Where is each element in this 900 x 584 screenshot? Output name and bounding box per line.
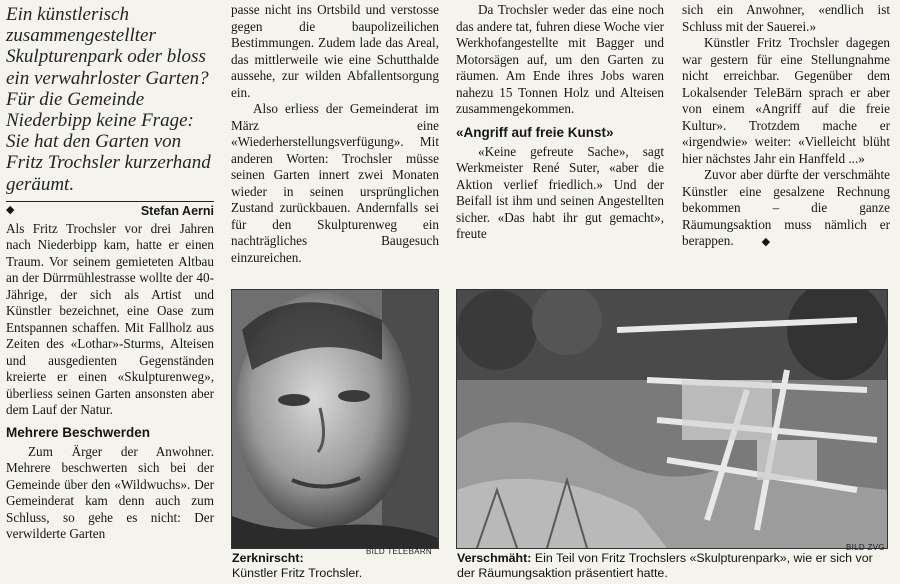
article-lead: Ein künstlerisch zusammengestellter Skulpturenpark oder bloss ein verwahrloster Garten? Für die Gemeinde Niederbipp keine Frage: Sie hat den Garten von Fritz Trochsler kurzerhand geräumt. xyxy=(6,4,211,195)
column-3 xyxy=(456,2,664,243)
caption-sculpture-park xyxy=(457,551,887,581)
caption-artist xyxy=(232,551,432,581)
photo-credit-telebaern: BILD TELEBÄRN xyxy=(366,547,432,556)
caption-label: Zerknirscht: xyxy=(232,551,304,565)
article-paragraph: «Keine gefreute Sache», sagt Werkmeister René Suter, «aber die Aktion verlief friedlich.» Und der Beifall ist ihm und seinen Angestellten sicher. «Das habt ihr gut gemacht», freute xyxy=(456,143,664,241)
article-paragraph: Also erliess der Gemeinderat im März eine «Wiederherstellungsverfügung». Mit anderen Worten: Trochsler müsse seinen Garten innert zwei Monaten wieder in seinen ursprünglichen Zustand zurückbauen. Andernfalls sei für den Skulpturenweg ein nachträgliches Baugesuch einzureichen. xyxy=(231,101,439,265)
article-paragraph: passe nicht ins Ortsbild und verstosse gegen die baupolizeilichen Bestimmungen. Zudem lade das Areal, das mittlerweile wie eine Schutthalde aussehe, zur wilden Abfallentsorgung ein. xyxy=(231,2,439,100)
column-1 xyxy=(6,0,214,543)
portrait-image xyxy=(232,290,438,548)
photo-sculpture-park xyxy=(456,289,888,549)
article-paragraph xyxy=(682,167,890,251)
diamond-icon: ◆ xyxy=(6,204,15,217)
caption-text: Ein Teil von Fritz Trochslers «Skulpturenpark», wie er sich vor der Räumungsaktion präsentiert hatte. xyxy=(457,551,873,580)
photo-credit-zvg: BILD ZVG xyxy=(846,543,885,552)
photo-artist-portrait xyxy=(231,289,439,549)
diamond-icon: ◆ xyxy=(761,236,771,248)
article-paragraph: Zum Ärger der Anwohner. Mehrere beschwerten sich bei der Gemeinde über den «Wildwuchs». Der Gemeinderat kam denn auch zum Schluss, so gehe es nicht: Der verwilderte Garten xyxy=(6,443,214,542)
article-paragraph: sich ein Anwohner, «endlich ist Schluss mit der Sauerei.» xyxy=(682,2,890,34)
subhead-attack: «Angriff auf freie Kunst» xyxy=(456,124,614,140)
subhead-complaints: Mehrere Beschwerden xyxy=(6,424,151,440)
caption-text: Künstler Fritz Trochsler. xyxy=(232,566,363,580)
column-4 xyxy=(682,2,890,251)
article-paragraph: Da Trochsler weder das eine noch das andere tat, fuhren diese Woche vier Werkhofangestellte mit Bagger und Motorsägen auf, um den Garten zu räumen. Am Ende ihres Jobs waren nahezu 15 Tonnen Holz und Alteisen zusammengekommen. xyxy=(456,2,664,116)
byline xyxy=(6,201,214,218)
sculpture-park-image xyxy=(457,290,887,548)
caption-label: Verschmäht: xyxy=(457,551,532,565)
column-2 xyxy=(231,2,439,266)
article-paragraph-text: Zuvor aber dürfte der verschmähte Künstler eine gesalzene Rechnung bekommen – die ganze Räumungsaktion muss nämlich er berappen. xyxy=(682,167,890,248)
author-name: Stefan Aerni xyxy=(140,203,214,218)
article-paragraph: Künstler Fritz Trochsler dagegen war gestern für eine Stellungnahme nicht erreichbar. Gegenüber dem Lokalsender TeleBärn sprach er aber von einem «Angriff auf die freie Kultur». Trotzdem mache er «irgendwie» weiter: «Vielleicht blüht hier nächstes Jahr ein Hanffeld ...» xyxy=(682,35,890,166)
article-paragraph: Als Fritz Trochsler vor drei Jahren nach Niederbipp kam, hatte er einen Traum. Vor seinem gemieteten Altbau an der Dürrmühlestrasse wollte der 40-Jährige, der sich als Artist und Künstler bezeichnet, eine Oase zum Entspannen schaffen. Mit Fallholz aus Zeiten des «Lothar»-Sturms, Alteisen und ausgedienten Gegenständen kreierte er einen «Skulpturenweg», überliess seinen Garten ansonsten aber dem Lauf der Natur. xyxy=(6,220,214,418)
